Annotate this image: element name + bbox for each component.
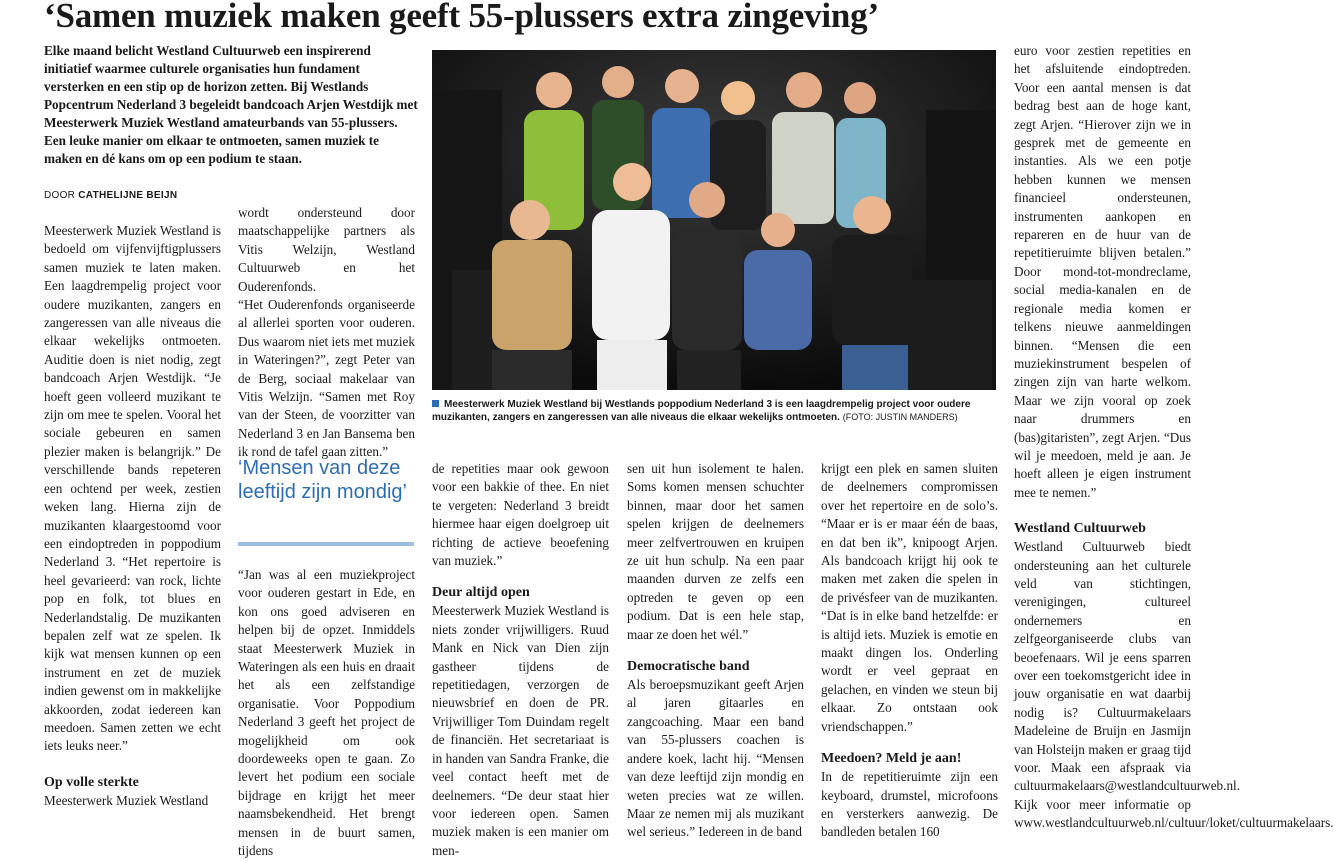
byline: [44, 190, 177, 201]
byline-prefix: DOOR: [44, 190, 79, 201]
subheading-deur-altijd-open: Deur altijd open: [432, 585, 530, 601]
col1-paragraph: Meesterwerk Muziek Westland is bedoeld om vijfenvijftigplussers samen muziek te laten maken. Een laagdrempelig project voor oudere muzikanten, zangers en zangeressen van alle niveaus die elkaar wekelijks ontmoeten. Auditie doen is niet nodig, zegt bandcoach Arjen Westdijk. “Je hoeft geen volleerd muzikant te zijn om mee te spelen. Vooral het sociale gebeuren en samen plezier maken is belangrijk.” De verschillende bands repeteren een ochtend per week, zestien weken lang. Hierna zijn de muzikanten klaargestoomd voor een eindoptreden in poppodium Nederland 3. “Het repertoire is heel gevarieerd: van rock, lichte pop en folk, tot blues en Nederlandstalig. De muzikanten bepalen zelf wat ze spelen. Ik kijk wat mensen kunnen op een instrument en zet de muziek indien gewenst om in makkelijke akkoorden, zodat iedereen kan meedoen. Samen zetten we echt iets leuks neer.”: [44, 223, 221, 754]
column-4: [627, 460, 804, 838]
col6-paragraph: Westland Cultuurweb biedt ondersteuning aan het culturele veld van stichtingen, verenigingen, cultureel ondernemers en zelfgeorganiseerde clubs van beoefenaars. Wil je eens sparren over een toekomstgericht idee in jouw organisatie en wat daarbij nodig is? Cultuurmakelaars Madeleine de Bruijn en Jasmijn van Holsteijn maken er graag tijd voor. Maak een afspraak via cultuurmakelaars@westlandcultuurweb.nl. Kijk voor meer informatie op www.westlandcultuurweb.nl/cultuur/loket/cultuurmakelaars.: [1014, 539, 1334, 831]
col4-paragraph: sen uit hun isolement te halen. Soms komen mensen schuchter binnen, maar door het samen spelen krijgen de deelnemers meer zelfvertrouwen en kruipen ze uit hun schulp. Na een paar maanden durven ze zelfs een optreden te geven op een podium. Dat is een hele stap, maar ze doen het wél.”: [627, 461, 804, 642]
col6-paragraph: euro voor zestien repetities en het afsluitende eindoptreden. Voor een aantal mensen is dat bedrag best aan de hoge kant, zegt Arjen. “Hierover zijn we in gesprek met de gemeente en instanties. Als we een potje hebben kunnen we mensen financieel ondersteunen, instrumenten aankopen en repareren en de huur van de repetitieruimte blijven betalen.” Door mond-tot-mondreclame, social media-kanalen en de regionale media komen er telkens nieuwe aanmeldingen binnen. “Mensen die een muziekinstrument bespelen of zingen zijn van harte welkom. Maar we zijn vooral op zoek naar drummers en (bas)gitaristen”, zegt Arjen. “Dus wil je meedoen, meld je aan. Je hoeft alleen je eigen instrument mee te nemen.”: [1014, 43, 1191, 500]
caption-marker-icon: [432, 400, 439, 407]
caption-text: Meesterwerk Muziek Westland bij Westlands poppodium Nederland 3 is een laagdrempelig project voor oudere muzikanten, zangers en zangeressen van alle niveaus die elkaar wekelijks ontmoeten.: [432, 399, 971, 423]
band-photo-illustration: [432, 50, 996, 390]
col4-paragraph: Als beroepsmuzikant geeft Arjen al jaren gitaarles en zangcoaching. Maar een band van 55-plussers coachen is andere koek, lacht hij. “Mensen van deze leeftijd zijn mondig en weten precies wat ze willen. Maar ze nemen mij als muzikant wel serieus.” Iedereen in de band: [627, 677, 804, 840]
subheading-westland-cultuurweb: Westland Cultuurweb: [1014, 521, 1146, 537]
col3-paragraph: de repetities maar ook gewoon voor een bakkie of thee. En niet te vergeten: Nederland 3 breidt hiermee haar eigen doelgroep uit richting de actieve beoefening van muziek.”: [432, 461, 609, 569]
col5-paragraph: In de repetitieruimte zijn een keyboard, drumstel, microfoons en versterkers aanwezig. De bandleden betalen 160: [821, 769, 998, 840]
group-photo: [432, 50, 996, 390]
column-2-top: [238, 204, 415, 460]
column-5: [821, 460, 998, 838]
pull-quote-rule: [238, 542, 414, 546]
col2-paragraph: “Het Ouderenfonds organiseerde al allerlei sporten voor ouderen. Dus waarom niet iets met muziek in Wateringen?”, zegt Peter van de Berg, sociaal makelaar van Vitis Welzijn. “Samen met Roy van der Steen, de voorzitter van Nederland 3 en Jan Bansema ben ik rond de tafel gaan zitten.”: [238, 297, 415, 460]
subheading-meedoen: Meedoen? Meld je aan!: [821, 751, 962, 767]
column-2-bottom: [238, 566, 415, 859]
byline-author: CATHELIJNE BEIJN: [78, 190, 178, 201]
col2-paragraph: wordt ondersteund door maatschappelijke partners als Vitis Welzijn, Westland Cultuurweb en het Ouderenfonds.: [238, 205, 415, 294]
intro-lead: [44, 42, 420, 168]
pull-quote: ‘Mensen van deze leeftijd zijn mondig’: [238, 457, 407, 503]
subheading-democratische-band: Democratische band: [627, 659, 750, 675]
column-6: [1014, 42, 1334, 838]
subheading-op-volle-sterkte: Op volle sterkte: [44, 774, 139, 790]
col3-paragraph: Meesterwerk Muziek Westland is niets zonder vrijwilligers. Ruud Mank en Nick van Dien zijn gastheer tijdens de repetitiedagen, verzorgen de nieuwsbrief en doen de PR. Vrijwilliger Tom Duindam regelt de financiën. Het secretariaat is in handen van Sandra Franke, die veel contact heeft met de deelnemers. “De deur staat hier voor iedereen open. Samen muziek maken is een manier om men-: [432, 603, 609, 858]
column-1: [44, 222, 221, 838]
col2-paragraph: “Jan was al een muziekproject voor ouderen gestart in Ede, en kon ons goed adviseren en helpen bij de opzet. Inmiddels staat Meesterwerk Muziek in Wateringen als een huis en draait het als een zelfstandige organisatie. Voor Poppodium Nederland 3 geeft het project de mogelijkheid om ook doordeweeks open te gaan. Zo levert het podium een sociale bijdrage en krijgt het meer naamsbekendheid. Het brengt mensen in de buurt samen, tijdens: [238, 567, 415, 859]
photo-credit: (FOTO: JUSTIN MANDERS): [842, 412, 958, 422]
col1-paragraph: Meesterwerk Muziek Westland: [44, 792, 209, 808]
headline: ‘Samen muziek maken geeft 55-plussers extra zingeving’: [44, 0, 879, 35]
column-3: [432, 460, 609, 858]
intro-text: Elke maand belicht Westland Cultuurweb een inspirerend initiatief waarmee culturele organisaties hun fundament versterken en een stip op de horizon zetten. Bij Westlands Popcentrum Nederland 3 begeleidt bandcoach Arjen Westdijk met Meesterwerk Muziek Westland amateurbands van 55-plussers. Een leuke manier om elkaar te ontmoeten, samen muziek te maken en dé kans om op een podium te staan.: [44, 43, 418, 166]
photo-caption: [432, 398, 996, 424]
col5-paragraph: krijgt een plek en samen sluiten de deelnemers compromissen over het repertoire en de solo’s. “Maar er is er maar één de baas, en dat ben ik”, knipoogt Arjen. Als bandcoach krijgt hij ook te maken met zaken die spelen in de privésfeer van de muzikanten. “Dat is in elke band hetzelfde: er is altijd iets. Muziek is emotie en maakt dingen los. Onderling wordt er veel gepraat en gelachen, en vinden we steun bij elkaar. Zo ontstaan ook vriendschappen.”: [821, 461, 998, 734]
